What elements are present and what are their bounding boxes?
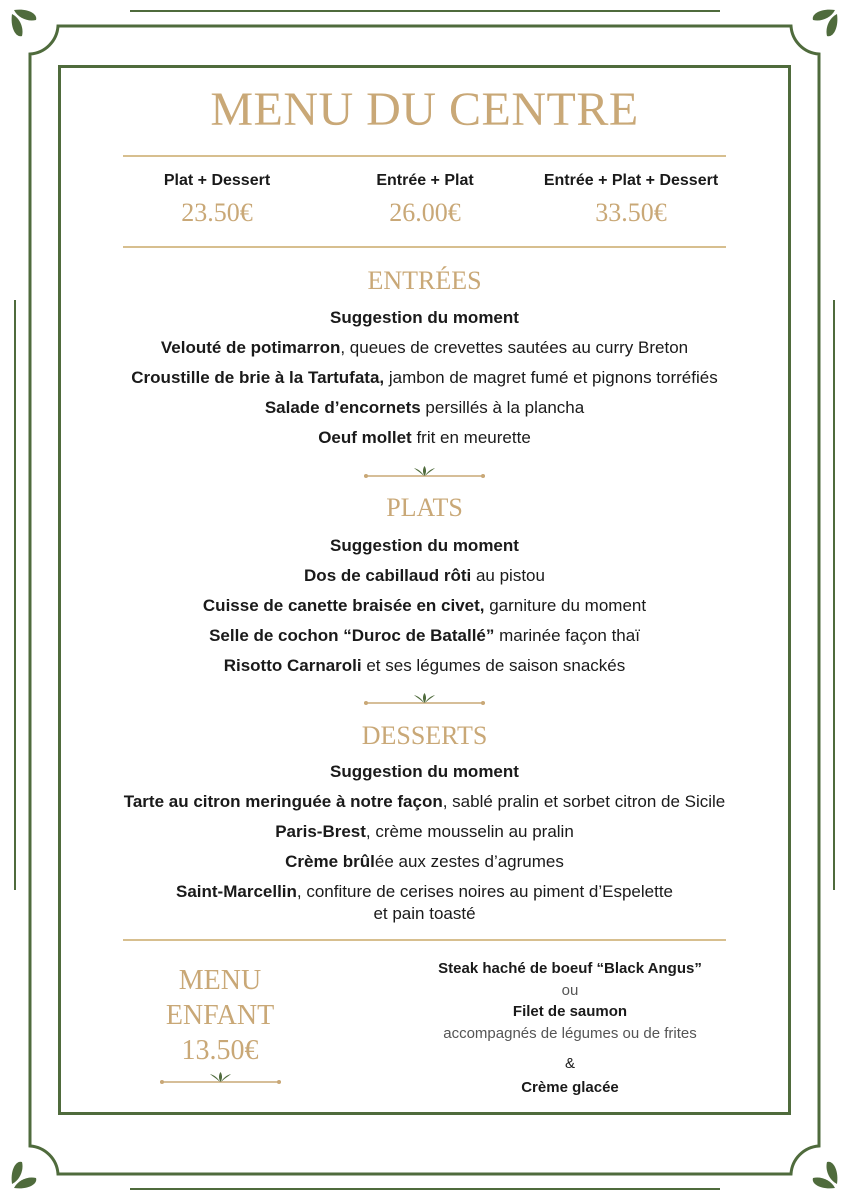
dish-detail: marinée façon thaï — [494, 626, 640, 645]
kids-price: 13.50€ — [181, 1035, 259, 1066]
formula-entree-plat-dessert — [521, 172, 741, 228]
section-title-entrees: ENTRÉES — [367, 266, 482, 295]
menu-item — [0, 565, 849, 587]
menu-title: MENU DU CENTRE — [210, 83, 639, 136]
dish-detail: , crème mousselin au pralin — [365, 822, 574, 841]
kids-rule — [123, 939, 726, 941]
kids-sides: accompagnés de légumes ou de frites — [443, 1025, 697, 1042]
formula-price: 23.50€ — [181, 198, 253, 227]
kids-or: ou — [561, 982, 579, 999]
dish-detail: jambon de magret fumé et pignons torréfiés — [384, 368, 718, 387]
dish-name: Selle de cochon “Duroc de Batallé” — [209, 626, 495, 645]
kids-menu-title — [120, 963, 320, 1068]
kids-and: & — [564, 1055, 575, 1072]
suggestion-label: Suggestion du moment — [330, 762, 519, 781]
top-rule — [130, 10, 720, 12]
section-title-plats: PLATS — [386, 493, 463, 522]
kids-title-line1: MENU — [178, 965, 262, 996]
dish-name: Salade d’encornets — [264, 398, 421, 417]
corner-leaf-icon — [8, 6, 50, 48]
formula-plat-dessert — [107, 172, 327, 228]
dish-detail: , confiture de cerises noires au piment d’Espelette — [296, 882, 673, 901]
suggestion-label: Suggestion du moment — [330, 308, 519, 327]
dish-detail: , queues de crevettes sautées au curry Breton — [340, 338, 689, 357]
menu-item — [0, 367, 849, 389]
menu-item — [0, 427, 849, 449]
suggestion-label: Suggestion du moment — [330, 536, 519, 555]
menu-item — [0, 397, 849, 419]
corner-leaf-icon — [799, 1150, 841, 1192]
menu-item — [0, 851, 849, 873]
formula-price: 26.00€ — [389, 198, 461, 227]
kids-option-steak: Steak haché de boeuf “Black Angus” — [438, 960, 702, 977]
menu-item-continuation: et pain toasté — [373, 904, 476, 923]
dish-name: Risotto Carnaroli — [223, 656, 362, 675]
menu-item — [0, 595, 849, 617]
dish-name: Croustille de brie à la Tartufata, — [131, 368, 385, 387]
menu-item — [0, 625, 849, 647]
bottom-rule — [130, 1188, 720, 1190]
suggestion-plats — [0, 535, 849, 557]
corner-leaf-icon — [8, 1150, 50, 1192]
formula-name: Entrée + Plat + Dessert — [543, 172, 719, 189]
dish-name: Velouté de potimarron — [160, 338, 341, 357]
dish-name: Oeuf mollet — [318, 428, 412, 447]
suggestion-desserts — [0, 761, 849, 783]
dish-detail: , sablé pralin et sorbet citron de Sicile — [442, 792, 726, 811]
formula-entree-plat — [315, 172, 535, 228]
formula-price: 33.50€ — [595, 198, 667, 227]
leaf-ornament-icon — [160, 1072, 281, 1086]
dish-name: Tarte au citron meringuée à notre façon — [123, 792, 443, 811]
dish-detail: frit en meurette — [411, 428, 531, 447]
dish-name: Dos de cabillaud rôti — [304, 566, 472, 585]
dish-name: Paris-Brest — [275, 822, 366, 841]
leaf-ornament-icon — [364, 466, 485, 480]
menu-item — [0, 337, 849, 359]
suggestion-entrees — [0, 307, 849, 329]
menu-item — [0, 655, 849, 677]
dish-detail: persillés à la plancha — [420, 398, 585, 417]
dish-detail: et ses légumes de saison snackés — [361, 656, 626, 675]
dish-name: Cuisse de canette braisée en civet, — [202, 596, 485, 615]
formula-name: Plat + Dessert — [163, 172, 271, 189]
kids-option-saumon: Filet de saumon — [512, 1003, 628, 1020]
kids-title-line2: ENFANT — [165, 1000, 275, 1031]
dish-name: Saint-Marcellin — [175, 882, 297, 901]
leaf-ornament-icon — [364, 693, 485, 707]
menu-item — [0, 881, 849, 903]
kids-dessert: Crème glacée — [521, 1079, 619, 1096]
dish-detail: garniture du moment — [484, 596, 647, 615]
dish-detail: au pistou — [471, 566, 545, 585]
section-title-desserts: DESSERTS — [361, 721, 488, 750]
corner-leaf-icon — [799, 6, 841, 48]
formula-name: Entrée + Plat — [376, 172, 474, 189]
title-rule — [123, 155, 726, 157]
menu-item — [0, 821, 849, 843]
menu-item — [0, 791, 849, 813]
formula-rule — [123, 246, 726, 248]
dish-name: Crème brûl — [285, 852, 375, 871]
dish-detail: ée aux zestes d’agrumes — [374, 852, 564, 871]
